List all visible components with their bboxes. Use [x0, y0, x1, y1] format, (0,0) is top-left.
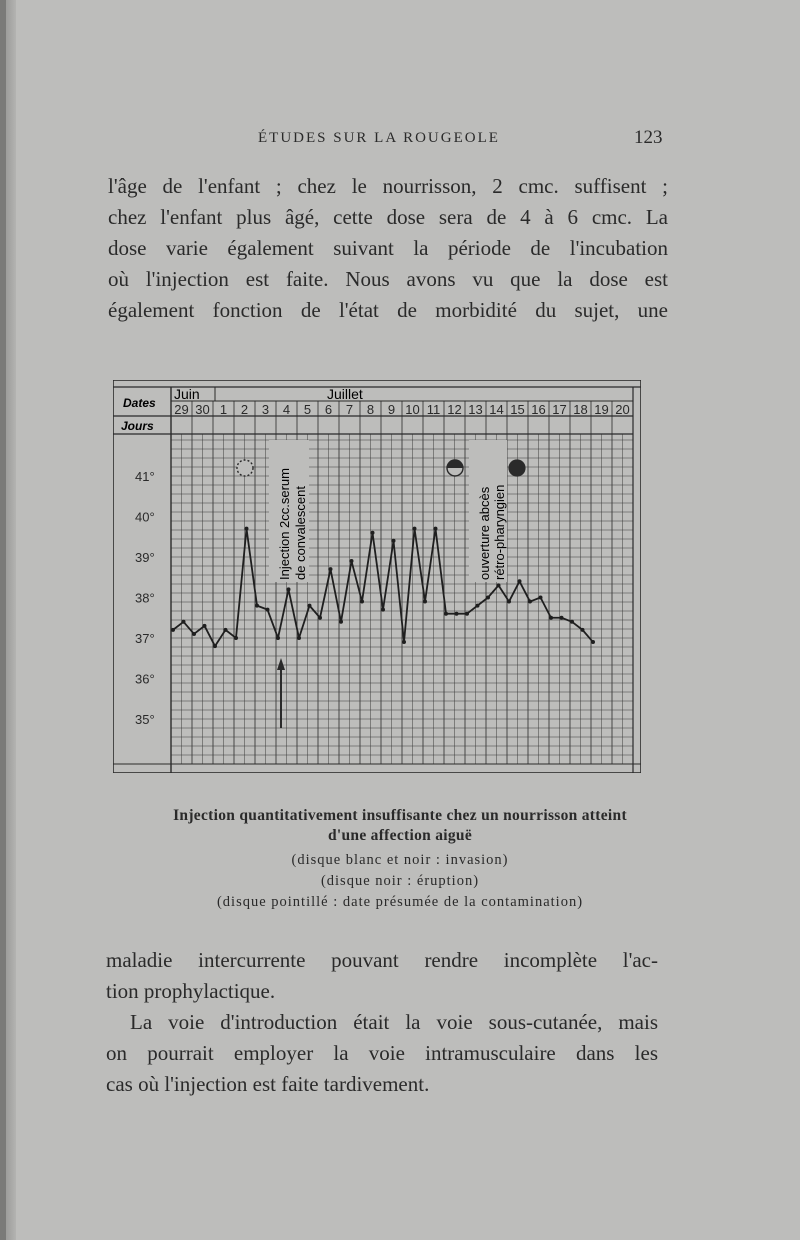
legend-line: (disque noir : éruption): [320, 873, 480, 889]
temperature-point: [287, 587, 291, 591]
day-tick-label: 18: [573, 402, 588, 417]
text-line: tion prophylactique.: [106, 979, 276, 1003]
figure-caption-legend: [100, 850, 700, 913]
temperature-point: [171, 628, 175, 632]
month-juin: Juin: [174, 386, 200, 402]
day-tick-label: 19: [594, 402, 609, 417]
dates-label: Dates: [123, 396, 156, 410]
running-title: ÉTUDES SUR LA ROUGEOLE: [258, 130, 500, 146]
temperature-point: [560, 616, 564, 620]
temperature-point: [497, 583, 501, 587]
temperature-tick-label: 41°: [135, 469, 155, 484]
day-tick-label: 13: [468, 402, 483, 417]
temperature-tick-label: 37°: [135, 631, 155, 646]
annotation-injection: [269, 440, 309, 582]
page-header: [0, 127, 800, 157]
temperature-point: [276, 636, 280, 640]
legend-line: (disque blanc et noir : invasion): [291, 852, 509, 868]
text-line: également fonction de l'état de morbidité du sujet, une: [108, 298, 668, 322]
book-spine-edge: [0, 0, 6, 1240]
legend-line: (disque pointillé : date présumée de la contamination): [216, 894, 584, 910]
temperature-point: [266, 608, 270, 612]
temperature-point: [423, 600, 427, 604]
temperature-point: [339, 620, 343, 624]
temperature-point: [507, 600, 511, 604]
day-tick-label: 9: [387, 402, 396, 417]
temperature-point: [392, 539, 396, 543]
temperature-point: [234, 636, 238, 640]
caption-line: Injection quantitativement insuffisante chez un nourrisson atteint: [173, 807, 627, 824]
day-tick-label: 7: [345, 402, 354, 417]
day-tick-label: 30: [195, 402, 210, 417]
day-tick-label: 11: [426, 402, 441, 417]
temperature-point: [255, 604, 259, 608]
text-line: dose varie également suivant la période de l'incubation: [108, 236, 668, 260]
day-tick-label: 8: [366, 402, 375, 417]
temperature-point: [381, 608, 385, 612]
day-tick-label: 15: [510, 402, 525, 417]
annotation-injection-line1: Injection 2cc.serum: [277, 468, 292, 580]
text-line: l'âge de l'enfant ; chez le nourrisson, 2 cmc. suffisent ;: [108, 174, 668, 198]
day-tick-label: 5: [303, 402, 312, 417]
text-line: où l'injection est faite. Nous avons vu que la dose est: [108, 267, 668, 291]
injection-arrow: [277, 658, 285, 728]
temperature-point: [434, 527, 438, 531]
day-tick-label: 14: [489, 402, 504, 417]
temperature-tick-label: 38°: [135, 590, 155, 606]
jours-label: Jours: [121, 419, 154, 433]
temperature-point: [518, 579, 522, 583]
temperature-point: [528, 600, 532, 604]
month-juillet: Juillet: [327, 386, 363, 402]
day-tick-label: 2: [240, 402, 249, 417]
temperature-point: [245, 527, 249, 531]
temperature-point: [360, 600, 364, 604]
temperature-point: [476, 604, 480, 608]
temperature-point: [402, 640, 406, 644]
day-tick-label: 12: [447, 402, 462, 417]
temperature-point: [455, 612, 459, 616]
day-tick-label: 10: [405, 402, 420, 417]
temperature-tick-label: 35°: [135, 712, 155, 727]
temperature-point: [486, 596, 490, 600]
temperature-point: [203, 624, 207, 628]
day-tick-label: 6: [324, 402, 333, 417]
text-line: on pourrait employer la voie intramusculaire dans les: [106, 1041, 658, 1065]
temperature-point: [591, 640, 595, 644]
temperature-tick-label: 40°: [135, 509, 155, 525]
temperature-point: [549, 616, 553, 620]
annotation-abces: [469, 440, 507, 582]
text-line: chez l'enfant plus âgé, cette dose sera de 4 à 6 cmc. La: [108, 205, 668, 229]
temperature-point: [371, 531, 375, 535]
day-tick-label: 17: [552, 402, 567, 417]
temperature-point: [308, 604, 312, 608]
day-tick-label: 20: [615, 402, 630, 417]
temperature-point: [224, 628, 228, 632]
paragraph-top: [108, 171, 668, 326]
annotation-abces-line2: rétro-pharyngien: [492, 484, 507, 580]
half-disc-invasion: [447, 460, 463, 476]
temperature-point: [350, 559, 354, 563]
temperature-line: [173, 529, 593, 646]
temperature-point: [570, 620, 574, 624]
temperature-point: [213, 644, 217, 648]
temperature-point: [444, 612, 448, 616]
day-tick-label: 1: [219, 402, 228, 417]
temperature-point: [413, 527, 417, 531]
day-tick-label: 4: [282, 402, 291, 417]
figure-caption-title: [100, 806, 700, 846]
temperature-point: [192, 632, 196, 636]
temperature-chart: [113, 380, 641, 773]
temperature-point: [182, 620, 186, 624]
temperature-tick-label: 39°: [135, 550, 155, 565]
temperature-point: [465, 612, 469, 616]
caption-line: d'une affection aiguë: [327, 827, 473, 844]
temperature-point: [581, 628, 585, 632]
day-tick-label: 3: [261, 402, 270, 417]
temperature-point: [329, 567, 333, 571]
day-tick-label: 29: [174, 402, 189, 417]
temperature-point: [318, 616, 322, 620]
page-number: 123: [634, 127, 663, 148]
annotation-abces-line1: ouverture abcès: [477, 486, 492, 580]
paragraph-bottom: [106, 945, 658, 1100]
dotted-disc-contamination: [237, 460, 253, 476]
black-disc-eruption: [509, 460, 525, 476]
annotation-injection-line2: de convalescent: [293, 486, 308, 580]
day-tick-label: 16: [531, 402, 546, 417]
temperature-point: [539, 596, 543, 600]
temperature-point: [297, 636, 301, 640]
temperature-tick-label: 36°: [135, 671, 155, 687]
text-line: cas où l'injection est faite tardivement.: [106, 1072, 430, 1096]
text-line: La voie d'introduction était la voie sous-cutanée, mais: [130, 1010, 658, 1034]
text-line: maladie intercurrente pouvant rendre incomplète l'ac-: [106, 948, 658, 972]
